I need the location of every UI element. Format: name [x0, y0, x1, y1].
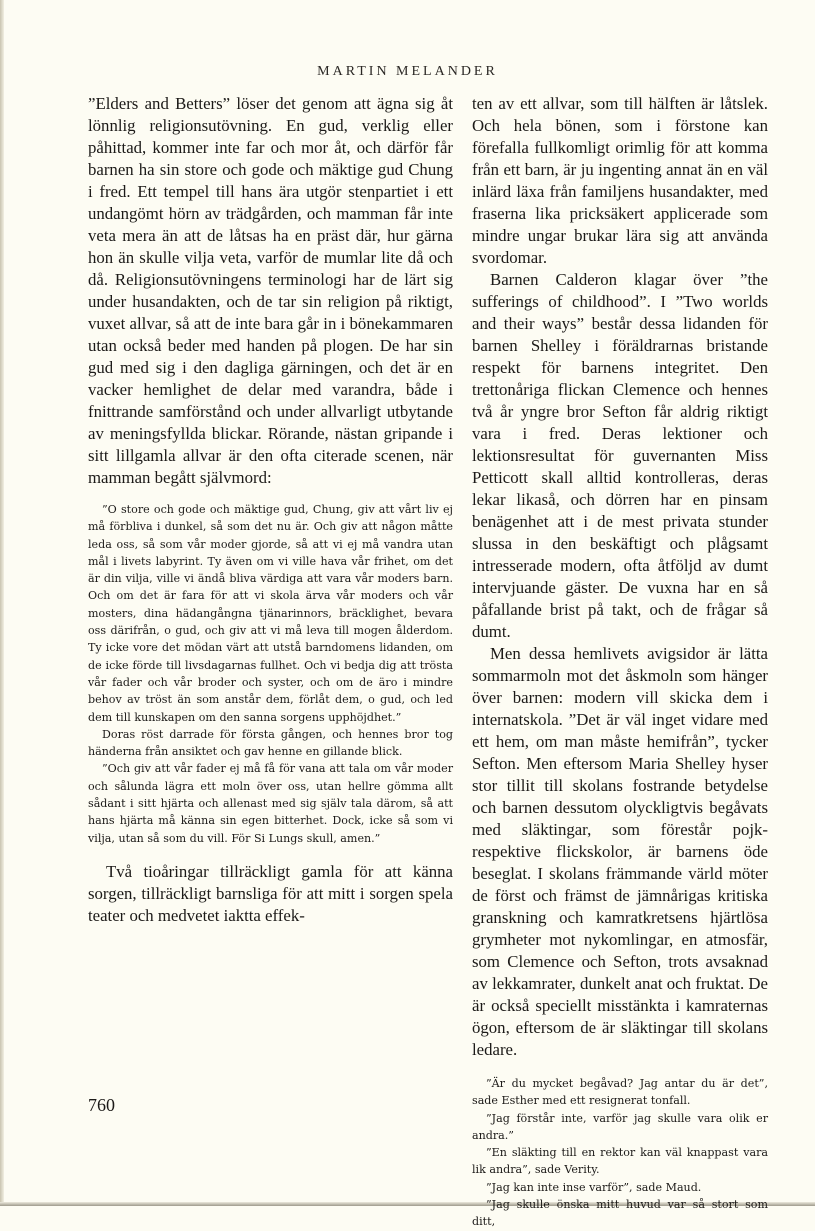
- dialogue-line: ”Är du mycket begåvad? Jag antar du är det”, sade Esther med ett resignerat tonfall.: [472, 1077, 768, 1108]
- body-paragraph: ”Elders and Betters” löser det genom att ägna sig åt lönnlig religionsutövning. En gud, verklig eller påhittad, kommer inte far och mor åt, och därför får barnen ha sin store och gode och mäktige gud Chung i fred. Ett tempel till hans ära utgör stenpartiet i ett undangömt hörn av trädgården, och mamman får inte veta mera än att de låtsas ha en präst där, hur gärna hon än skulle vilja veta, varför de mumlar lite då och då. Religionsutövningens terminologi har de lärt sig under husandakten, och de tar sin religion på riktigt, vuxet allvar, så att de inte bara går in i bönekammaren utan också beder med handen på plogen. De har sin gud med sig i den dagliga gärningen, och det är en vacker hemlighet de delar med varandra, både i fnittrande samförstånd och under allvarligt utbytande av meningsfyllda blickar. Rörande, nästan gripande i sitt lillgamla allvar är den ofta citerade scenen, när mamman begått självmord:: [88, 94, 453, 487]
- right-column: [472, 93, 768, 1231]
- dialogue-line: ”En släkting till en rektor kan väl knappast vara lik andra”, sade Verity.: [472, 1146, 768, 1177]
- page-number: 760: [88, 1095, 115, 1115]
- dialogue-line: ”Jag förstår inte, varför jag skulle vara olik er andra.”: [472, 1111, 768, 1142]
- quoted-prayer: ”O store och gode och mäktige gud, Chung, giv att vårt liv ej må förbliva i dunkel, så som det nu är. Och giv att någon måtte leda oss, så som vår moder gjorde, så att vi ej må vandra utan mål i livets labyrint. Ty även om vi ville hava vår frihet, om det är din vilja, ville vi ändå bliva värdiga att vara vår moders barn. Och om det är fara för att vi skola ärva vår moders och vår mosters, dina hädangångna tjänarinnors, bräcklighet, bevara oss därifrån, o gud, och giv att vi må leva till mogen ålderdom. Ty icke vore det mödan värt att utstå barndomens lidanden, om de icke förde till livsdagarnas fullhet. Och vi bedja dig att trösta vår fader och vår broder och syster, och om de äro i mindre behov av tröst än som anstår dem, förlåt dem, o gud, och led dem till kunskapen om den sanna sorgens upphöjdhet.”: [88, 503, 453, 724]
- page-edge-left: [0, 0, 4, 1206]
- body-paragraph: Men dessa hemlivets avigsidor är lätta sommarmoln mot det åskmoln som hänger över barnen: modern vill skicka dem i internatskola. ”Det är väl inget vidare med ett hem, om man måste hemifrån”, tycker Sefton. Men eftersom Maria Shelley hyser stor tillit till skolans fostrande betydelse och barnen dessutom olyckligtvis begåvats med släktingar, som förestår pojk- respektive flickskolor, är barnens öde beseglat. I skolans främmande värld möter de först och främst de jämnårigas kritiska granskning och kamratkretsens hjärtlösa grymheter mot nykomlingar, en atmosfär, som Clemence och Sefton, trots avsaknad av lekkamrater, dunkelt anat och fruktat. De är också speciellt misstänkta i kamraternas ögon, eftersom de är släktingar till skolans ledare.: [472, 644, 768, 1059]
- body-paragraph: Två tioåringar tillräckligt gamla för att känna sorgen, tillräckligt barnsliga för att mitt i sorgen spela teater och medvetet iaktta effek-: [88, 861, 453, 925]
- dialogue-excerpt: [472, 1075, 768, 1231]
- body-paragraph: ten av ett allvar, som till hälften är låtslek. Och hela bönen, som i förstone kan förefalla fullkomligt orimlig för att komma från ett barn, är ju ingenting annat än en väl inlärd läxa från familjens husandakter, med fraserna lika pricksäkert applicerade som mindre ungar brukar lära sig att använda svordomar.: [472, 94, 768, 267]
- dialogue-line: ”Jag kan inte inse varför”, sade Maud.: [486, 1180, 702, 1194]
- quoted-narration: Doras röst darrade för första gången, och hennes bror tog händerna från ansiktet och gav henne en gillande blick.: [88, 727, 453, 759]
- dialogue-line: ”Jag skulle önska mitt huvud var så stort som ditt,: [472, 1198, 768, 1229]
- left-column: [88, 93, 453, 927]
- running-head: MARTIN MELANDER: [317, 64, 498, 79]
- quoted-prayer-continued: ”Och giv att vår fader ej må få för vana att tala om vår moder och sålunda lägra ett moln över oss, utan hellre gömma allt sådant i sitt hjärta och allenast med sig själv tala därom, så att hans hjärta må känna sin egen bitterhet. Dock, icke så som vi vilja, utan så som du vill. För Si Lungs skull, amen.”: [88, 762, 453, 845]
- body-paragraph: Barnen Calderon klagar över ”the sufferings of childhood”. I ”Two worlds and their ways” består dessa lidanden för barnen Shelley i föräldrarnas bristande respekt för barnens integritet. Den trettonåriga flickan Clemence och hennes två år yngre bror Sefton får aldrig riktigt vara i fred. Deras lektioner och lektionsresultat för guvernanten Miss Petticott skall alltid kontrolleras, deras lekar likaså, och dörren har en pinsam benägenhet att i de mest privata stunder slussa in den beskäftigt och plågsamt intresserade modern, ofta åtföljd av dumt intervjuande gäster. De vuxna har en så påfallande brist på takt, och de frågar så dumt.: [472, 270, 768, 641]
